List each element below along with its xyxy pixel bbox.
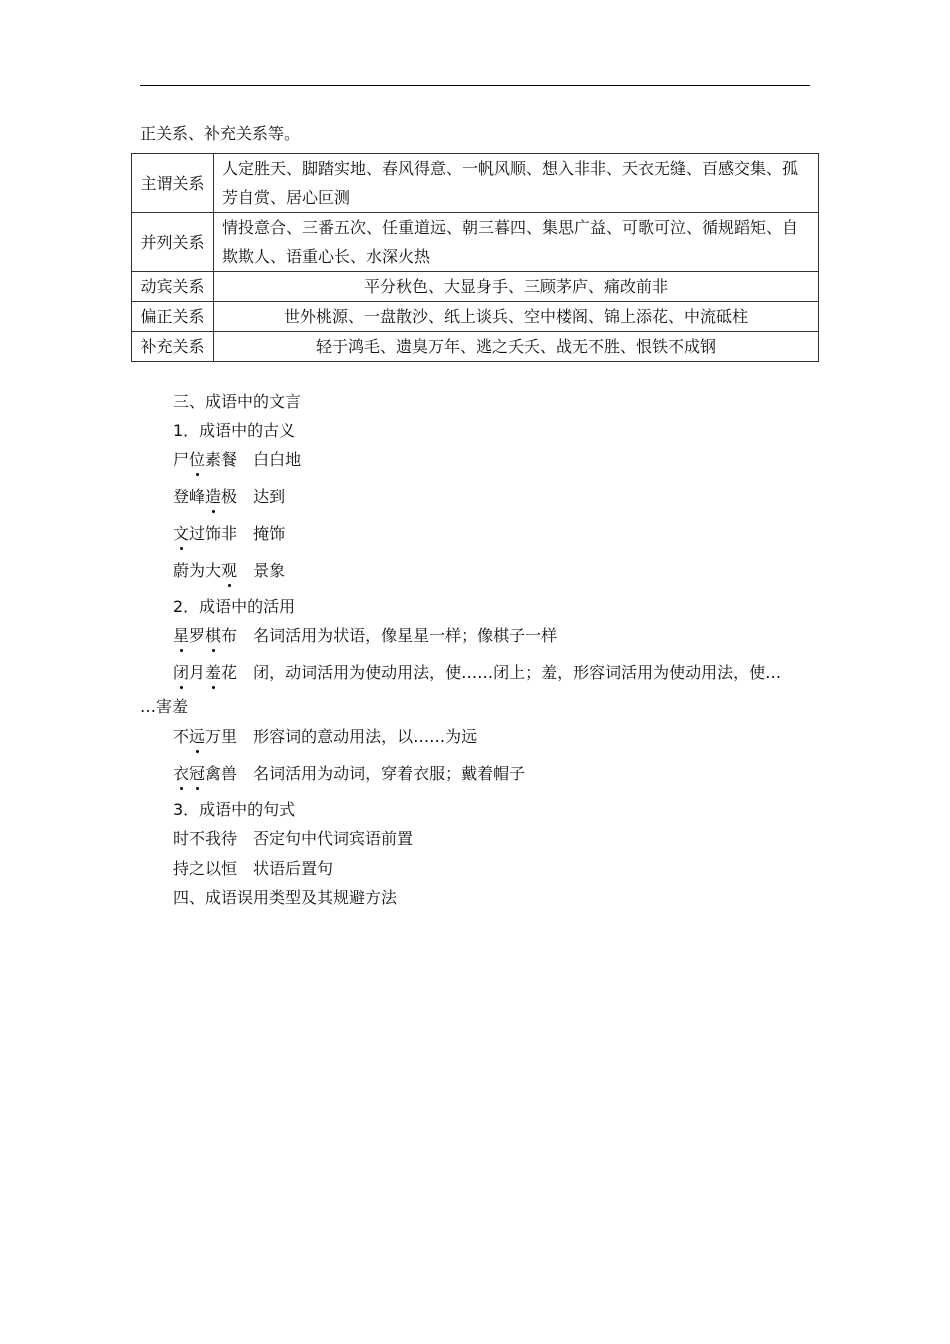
- relation-examples: 世外桃源、一盘散沙、纸上谈兵、空中楼阁、锦上添花、中流砥柱: [214, 302, 819, 332]
- list-item: [173, 762, 525, 786]
- idiom-char: 蔚: [173, 561, 190, 580]
- idiom-char: 星: [173, 626, 190, 645]
- idiom-char: 素: [205, 450, 222, 469]
- relation-examples: 轻于鸿毛、遗臭万年、逃之夭夭、战无不胜、恨铁不成钢: [214, 332, 819, 362]
- idiom-char: 兽: [221, 764, 238, 783]
- meaning: 达到: [253, 487, 286, 506]
- relation-examples: 人定胜天、脚踏实地、春风得意、一帆风顺、想入非非、天衣无缝、百感交集、孤芳自赏、居心叵测: [214, 154, 819, 213]
- idiom-char: 羞: [205, 663, 222, 682]
- table-row: [132, 154, 819, 213]
- idiom-char: 罗: [189, 626, 206, 645]
- meaning: 形容词的意动用法，以……为远: [253, 727, 478, 746]
- meaning: 状语后置句: [253, 859, 334, 878]
- meaning: 白白地: [253, 450, 302, 469]
- idiom-char: 禽: [205, 764, 222, 783]
- idiom-char: 尸: [173, 450, 190, 469]
- idiom-char: 文: [173, 524, 190, 543]
- table-row: [132, 272, 819, 302]
- idiom-char: 过: [189, 524, 206, 543]
- idiom: 持之以恒: [173, 859, 238, 878]
- idiom-char: 远: [189, 727, 206, 746]
- meaning: 否定句中代词宾语前置: [253, 829, 414, 848]
- intro-text: 正关系、补充关系等。: [140, 124, 301, 143]
- idiom-char: 非: [221, 524, 238, 543]
- list-item: [173, 522, 285, 546]
- idiom-char: 棋: [205, 626, 222, 645]
- section-heading: 三、成语中的文言: [173, 392, 302, 411]
- table-row: [132, 302, 819, 332]
- idiom-char: 餐: [221, 450, 238, 469]
- relation-type: 偏正关系: [132, 302, 214, 332]
- idiom-char: 位: [189, 450, 206, 469]
- section-heading: 四、成语误用类型及其规避方法: [173, 888, 398, 907]
- idiom-char: 登: [173, 487, 190, 506]
- list-item: [173, 827, 413, 851]
- idiom-char: 观: [221, 561, 238, 580]
- subsection-heading: 2．成语中的活用: [173, 597, 296, 616]
- list-item: [173, 661, 781, 685]
- idiom-char: 峰: [189, 487, 206, 506]
- idiom-char: 闭: [173, 663, 190, 682]
- subsection-heading: 1．成语中的古义: [173, 421, 296, 440]
- idiom-char: 万: [205, 727, 222, 746]
- table-row: [132, 213, 819, 272]
- idiom: [173, 450, 237, 469]
- idiom: [173, 764, 237, 783]
- idiom-char: 月: [189, 663, 206, 682]
- idiom: [173, 524, 237, 543]
- idiom-char: 造: [205, 487, 222, 506]
- meaning: 景象: [253, 561, 286, 580]
- relation-examples: 情投意合、三番五次、任重道远、朝三暮四、集思广益、可歌可泣、循规蹈矩、自欺欺人、语重心长、水深火热: [214, 213, 819, 272]
- idiom: [173, 663, 237, 682]
- idiom-char: 衣: [173, 764, 190, 783]
- relation-type: 补充关系: [132, 332, 214, 362]
- idiom: 时不我待: [173, 829, 238, 848]
- header-rule: [140, 85, 810, 86]
- idiom-char: 花: [221, 663, 238, 682]
- idiom: [173, 626, 237, 645]
- list-item: [173, 725, 477, 749]
- relation-type: 动宾关系: [132, 272, 214, 302]
- list-item: [173, 624, 557, 648]
- idiom-char: 里: [221, 727, 238, 746]
- relations-table: [131, 153, 819, 362]
- list-item: [173, 485, 285, 509]
- idiom: [173, 487, 237, 506]
- idiom: [173, 727, 237, 746]
- meaning: 名词活用为动词，穿着衣服；戴着帽子: [253, 764, 526, 783]
- relation-type: 并列关系: [132, 213, 214, 272]
- idiom-char: 大: [205, 561, 222, 580]
- idiom-char: 冠: [189, 764, 206, 783]
- relation-examples: 平分秋色、大显身手、三顾茅庐、痛改前非: [214, 272, 819, 302]
- idiom-char: 极: [221, 487, 238, 506]
- list-item: [173, 559, 285, 583]
- meaning: 闭，动词活用为使动用法，使……闭上；羞，形容词活用为使动用法，使…: [253, 663, 782, 682]
- meaning: 名词活用为状语，像星星一样；像棋子一样: [253, 626, 558, 645]
- meaning: 掩饰: [253, 524, 286, 543]
- idiom: [173, 561, 237, 580]
- continuation-text: …害羞: [140, 697, 189, 716]
- table-row: [132, 332, 819, 362]
- relation-type: 主谓关系: [132, 154, 214, 213]
- idiom-char: 为: [189, 561, 206, 580]
- idiom-char: 饰: [205, 524, 222, 543]
- list-item: [173, 448, 301, 472]
- subsection-heading: 3．成语中的句式: [173, 800, 296, 819]
- idiom-char: 布: [221, 626, 238, 645]
- idiom-char: 不: [173, 727, 190, 746]
- list-item: [173, 857, 333, 881]
